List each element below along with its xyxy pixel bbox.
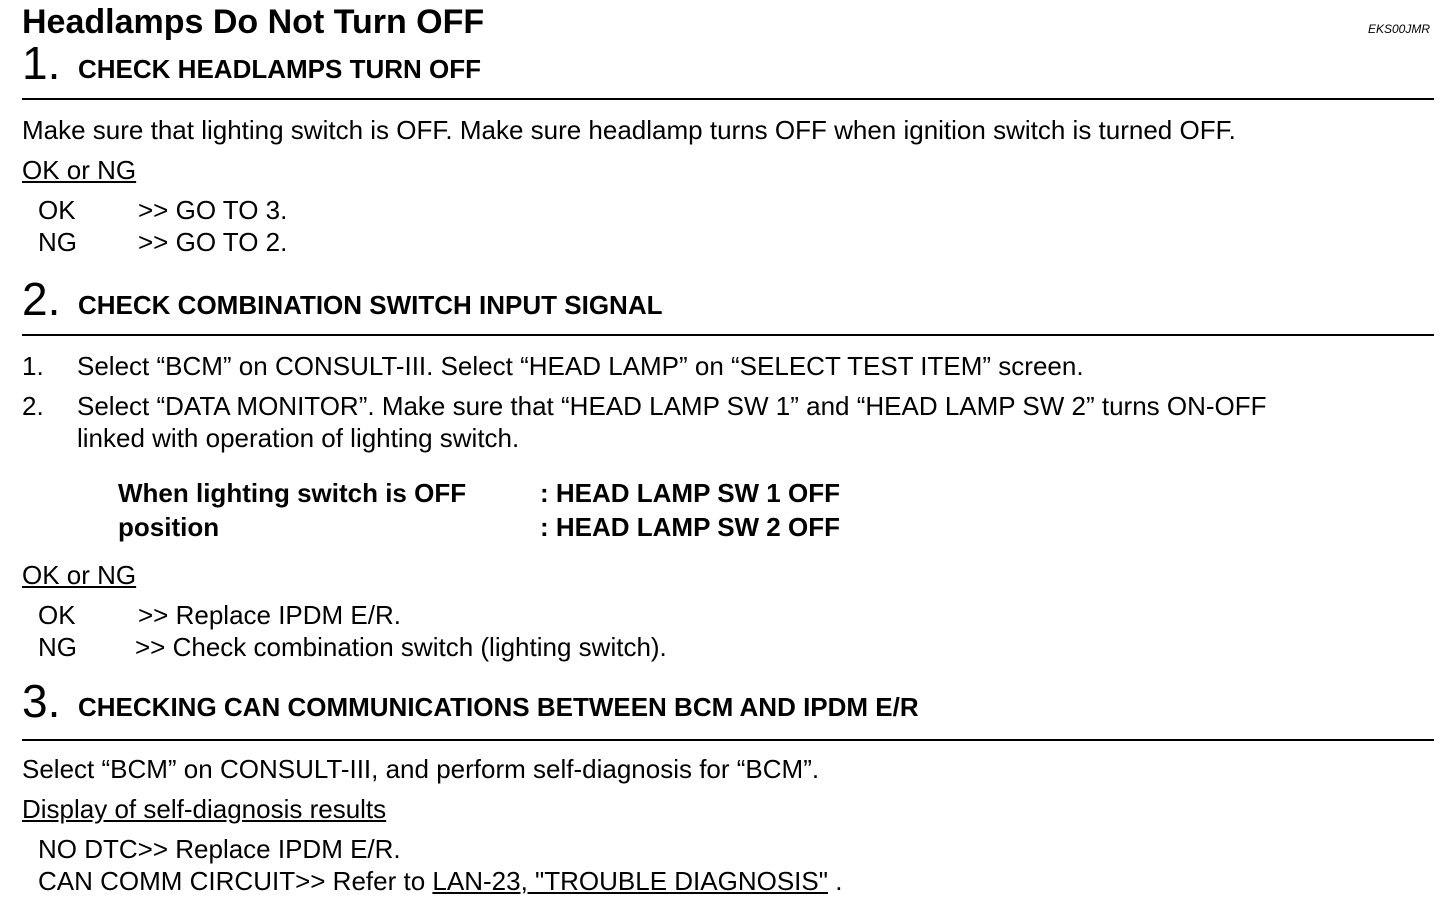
condition-value-2: : HEAD LAMP SW 2 OFF — [540, 512, 840, 542]
page-title: Headlamps Do Not Turn OFF — [22, 3, 485, 41]
step-2-ok-action: >> Replace IPDM E/R. — [138, 600, 401, 630]
step-1-ng-key: NG — [38, 227, 77, 257]
step-1-divider — [22, 98, 1434, 100]
step-2-item-1-text: Select “BCM” on CONSULT-III. Select “HEAD LAMP” on “SELECT TEST ITEM” screen. — [77, 351, 1084, 381]
can-comm-prefix: CAN COMM CIRCUIT>> Refer to — [38, 866, 433, 896]
step-1-text: Make sure that lighting switch is OFF. Make sure headlamp turns OFF when ignition switch is turned OFF. — [22, 115, 1236, 145]
step-1-ok-action: >> GO TO 3. — [138, 195, 288, 225]
step-1-ng-action: >> GO TO 2. — [138, 227, 288, 257]
step-3-heading: CHECKING CAN COMMUNICATIONS BETWEEN BCM AND IPDM E/R — [78, 692, 919, 722]
step-2-ng-action: >> Check combination switch (lighting switch). — [135, 632, 667, 662]
step-2-item-2-text-continued: linked with operation of lighting switch. — [77, 423, 520, 453]
step-2-result-label: OK or NG — [22, 560, 137, 590]
step-1-result-label: OK or NG — [22, 155, 137, 185]
step-1-number: 1. — [22, 37, 61, 89]
step-3-result-can-comm — [38, 866, 842, 896]
step-1-ok-key: OK — [38, 195, 76, 225]
can-comm-suffix: . — [827, 866, 843, 896]
document-code: EKS00JMR — [1367, 22, 1430, 36]
step-2-number: 2. — [22, 273, 61, 325]
step-2-item-2-number: 2. — [22, 391, 44, 421]
condition-value-1: : HEAD LAMP SW 1 OFF — [540, 478, 840, 508]
step-2-heading: CHECK COMBINATION SWITCH INPUT SIGNAL — [78, 290, 663, 320]
condition-line-2: position — [118, 512, 220, 542]
step-2-divider — [22, 334, 1434, 336]
step-3-number: 3. — [22, 675, 61, 727]
step-2-ng-key: NG — [38, 632, 77, 662]
step-2-item-2-text: Select “DATA MONITOR”. Make sure that “HEAD LAMP SW 1” and “HEAD LAMP SW 2” turns ON-OFF — [77, 391, 1267, 421]
step-1-heading: CHECK HEADLAMPS TURN OFF — [78, 54, 481, 84]
step-3-divider — [22, 739, 1434, 741]
step-2-ok-key: OK — [38, 600, 76, 630]
trouble-diagnosis-link[interactable]: LAN-23, "TROUBLE DIAGNOSIS" — [432, 866, 828, 896]
condition-line-1: When lighting switch is OFF — [118, 478, 467, 508]
step-3-result-label: Display of self-diagnosis results — [22, 794, 387, 824]
step-3-text: Select “BCM” on CONSULT-III, and perform self-diagnosis for “BCM”. — [22, 754, 820, 784]
step-3-result-no-dtc: NO DTC>> Replace IPDM E/R. — [38, 834, 401, 864]
step-2-item-1-number: 1. — [22, 351, 44, 381]
